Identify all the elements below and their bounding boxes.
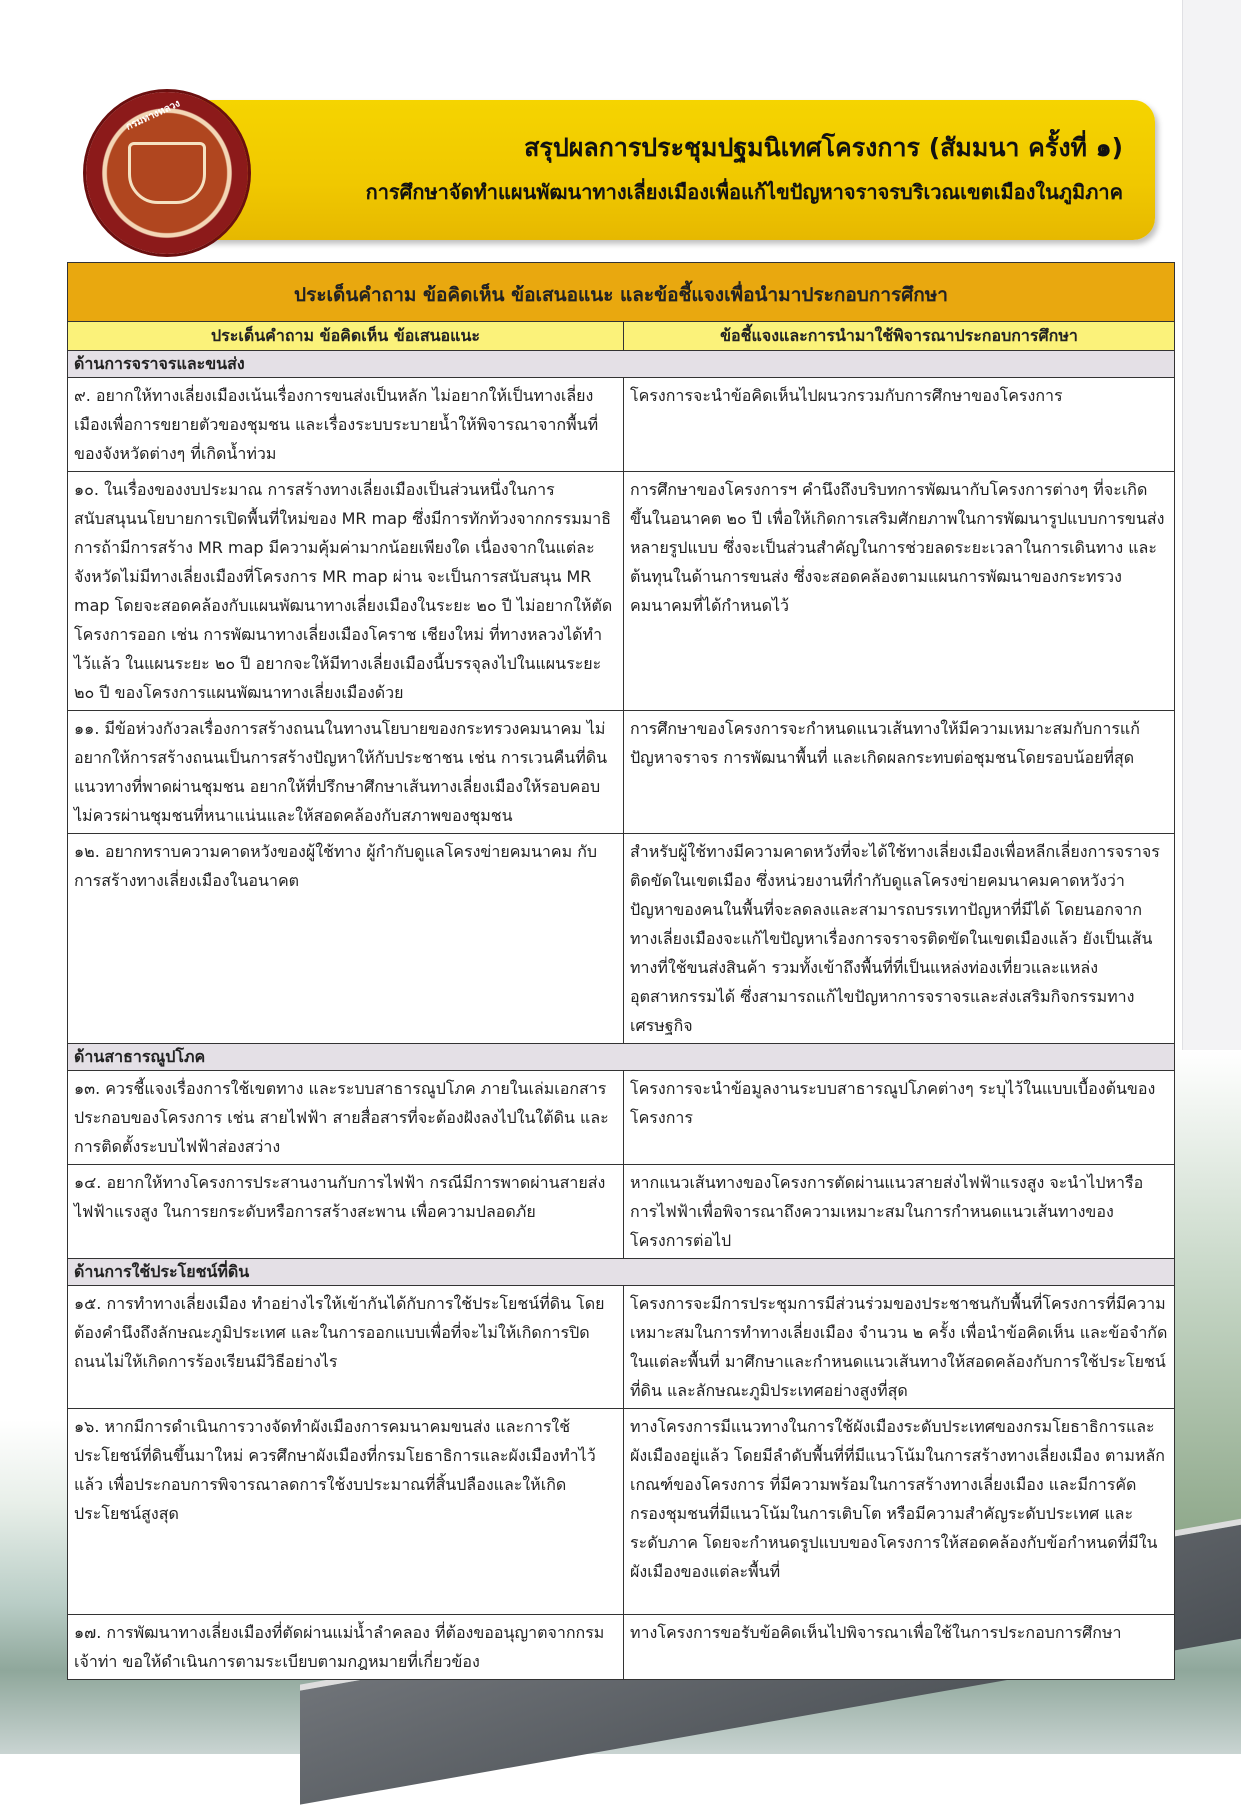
response-cell: โครงการจะนำข้อคิดเห็นไปผนวกรวมกับการศึกษาของโครงการ xyxy=(624,378,1175,472)
comments-table xyxy=(67,262,1175,1680)
comment-cell: ๑๗. การพัฒนาทางเลี่ยงเมืองที่ตัดผ่านแม่น้ำลำคลอง ที่ต้องขออนุญาตจากกรมเจ้าท่า ขอให้ดำเนินการตามระเบียบตามกฎหมายที่เกี่ยวข้อง xyxy=(68,1615,624,1680)
table-row xyxy=(68,711,1175,834)
table-row xyxy=(68,472,1175,711)
comment-cell: ๙. อยากให้ทางเลี่ยงเมืองเน้นเรื่องการขนส่งเป็นหลัก ไม่อยากให้เป็นทางเลี่ยงเมืองเพื่อการขยายตัวของชุมชน และเรื่องระบบระบายน้ำให้พิจารณาจากพื้นที่ของจังหวัดต่างๆ ที่เกิดน้ำท่วม xyxy=(68,378,624,472)
table-row xyxy=(68,378,1175,472)
table-row xyxy=(68,1409,1175,1615)
table-heading: ประเด็นคำถาม ข้อคิดเห็น ข้อเสนอแนะ และข้อชี้แจงเพื่อนำมาประกอบการศึกษา xyxy=(68,263,1175,322)
logo-text: กรมทางหลวง xyxy=(124,98,182,133)
comment-cell: ๑๔. อยากให้ทางโครงการประสานงานกับการไฟฟ้า กรณีมีการพาดผ่านสายส่งไฟฟ้าแรงสูง ในการยกระดับหรือการสร้างสะพาน เพื่อความปลอดภัย xyxy=(68,1165,624,1259)
header-banner xyxy=(190,100,1155,240)
table-row xyxy=(68,834,1175,1044)
comment-cell: ๑๐. ในเรื่องของงบประมาณ การสร้างทางเลี่ยงเมืองเป็นส่วนหนึ่งในการสนับสนุนนโยบายการเปิดพื้นที่ใหม่ของ MR map ซึ่งมีการทักท้วงจากกรรมมาธิการถ้ามีการสร้าง MR map มีความคุ้มค่ามากน้อยเพียงใด เนื่องจากในแต่ละจังหวัดไม่มีทางเลี่ยงเมืองที่โครงการ MR map ผ่าน จะเป็นการสนับสนุน MR map โดยจะสอดคล้องกับแผนพัฒนาทางเลี่ยงเมืองในระยะ ๒๐ ปี ไม่อยากให้ตัดโครงการออก เช่น การพัฒนาทางเลี่ยงเมืองโคราช เชียงใหม่ ที่ทางหลวงได้ทำไว้แล้ว ในแผนระยะ ๒๐ ปี อยากจะให้มีทางเลี่ยงเมืองนี้บรรจุลงไปในแผนระยะ ๒๐ ปี ของโครงการแผนพัฒนาทางเลี่ยงเมืองด้วย xyxy=(68,472,624,711)
column-header-responses: ข้อชี้แจงและการนำมาใช้พิจารณาประกอบการศึกษา xyxy=(624,322,1175,351)
comment-cell: ๑๕. การทำทางเลี่ยงเมือง ทำอย่างไรให้เข้ากันได้กับการใช้ประโยชน์ที่ดิน โดยต้องคำนึงถึงลักษณะภูมิประเทศ และในการออกแบบเพื่อที่จะไม่ให้เกิดการปิดถนนไม่ให้เกิดการร้องเรียนมีวิธีอย่างไร xyxy=(68,1286,624,1409)
section-land-use: ด้านการใช้ประโยชน์ที่ดิน xyxy=(68,1259,1175,1286)
comment-cell: ๑๒. อยากทราบความคาดหวังของผู้ใช้ทาง ผู้กำกับดูแลโครงข่ายคมนาคม กับการสร้างทางเลี่ยงเมืองในอนาคต xyxy=(68,834,624,1044)
comment-cell: ๑๑. มีข้อห่วงกังวลเรื่องการสร้างถนนในทางนโยบายของกระทรวงคมนาคม ไม่อยากให้การสร้างถนนเป็นการสร้างปัญหาให้กับประชาชน เช่น การเวนคืนที่ดินแนวทางที่พาดผ่านชุมชน อยากให้ที่ปรึกษาศึกษาเส้นทางเลี่ยงเมืองให้รอบคอบ ไม่ควรผ่านชุมชนที่หนาแน่นและให้สอดคล้องกับสภาพของชุมชน xyxy=(68,711,624,834)
table-row xyxy=(68,1165,1175,1259)
response-cell: สำหรับผู้ใช้ทางมีความคาดหวังที่จะได้ใช้ทางเลี่ยงเมืองเพื่อหลีกเลี่ยงการจราจรติดขัดในเขตเมือง ซึ่งหน่วยงานที่กำกับดูแลโครงข่ายคมนาคมคาดหวังว่าปัญหาของคนในพื้นที่จะลดลงและสามารถบรรเทาปัญหาที่มีได้ โดยนอกจากทางเลี่ยงเมืองจะแก้ไขปัญหาเรื่องการจราจรติดขัดในเขตเมืองแล้ว ยังเป็นเส้นทางที่ใช้ขนส่งสินค้า รวมทั้งเข้าถึงพื้นที่ที่เป็นแหล่งท่องเที่ยวและแหล่งอุตสาหกรรมได้ ซึ่งสามารถแก้ไขปัญหาการจราจรและส่งเสริมกิจกรรมทางเศรษฐกิจ xyxy=(624,834,1175,1044)
response-cell: การศึกษาของโครงการจะกำหนดแนวเส้นทางให้มีความเหมาะสมกับการแก้ปัญหาจราจร การพัฒนาพื้นที่ และเกิดผลกระทบต่อชุมชนโดยรอบน้อยที่สุด xyxy=(624,711,1175,834)
section-utilities: ด้านสาธารณูปโภค xyxy=(68,1044,1175,1071)
response-cell: โครงการจะมีการประชุมการมีส่วนร่วมของประชาชนกับพื้นที่โครงการที่มีความเหมาะสมในการทำทางเลี่ยงเมือง จำนวน ๒ ครั้ง เพื่อนำข้อคิดเห็น และข้อจำกัดในแต่ละพื้นที่ มาศึกษาและกำหนดแนวเส้นทางให้สอดคล้องกับการใช้ประโยชน์ที่ดิน และลักษณะภูมิประเทศอย่างสูงที่สุด xyxy=(624,1286,1175,1409)
response-cell: การศึกษาของโครงการฯ คำนึงถึงบริบทการพัฒนากับโครงการต่างๆ ที่จะเกิดขึ้นในอนาคต ๒๐ ปี เพื่อให้เกิดการเสริมศักยภาพในการพัฒนารูปแบบการขนส่งหลายรูปแบบ ซึ่งจะเป็นส่วนสำคัญในการช่วยลดระยะเวลาในการเดินทาง และต้นทุนในด้านการขนส่ง ซึ่งจะสอดคล้องตามแผนการพัฒนาของกระทรวงคมนาคมที่ได้กำหนดไว้ xyxy=(624,472,1175,711)
response-cell: ทางโครงการขอรับข้อคิดเห็นไปพิจารณาเพื่อใช้ในการประกอบการศึกษา xyxy=(624,1615,1175,1680)
document-title: สรุปผลการประชุมปฐมนิเทศโครงการ (สัมมนา ครั้งที่ ๑) xyxy=(524,133,1123,162)
response-cell: ทางโครงการมีแนวทางในการใช้ผังเมืองระดับประเทศของกรมโยธาธิการและผังเมืองอยู่แล้ว โดยมีลำดับพื้นที่ที่มีแนวโน้มในการสร้างทางเลี่ยงเมือง ตามหลักเกณฑ์ของโครงการ ที่มีความพร้อมในการสร้างทางเลี่ยงเมือง และมีการคัดกรองชุมชนที่มีแนวโน้มในการเติบโต หรือมีความสำคัญระดับประเทศ และระดับภาค โดยจะกำหนดรูปแบบของโครงการให้สอดคล้องกับข้อกำหนดที่มีในผังเมืองของแต่ละพื้นที่ xyxy=(624,1409,1175,1615)
table-row xyxy=(68,1286,1175,1409)
section-traffic: ด้านการจราจรและขนส่ง xyxy=(68,351,1175,378)
comment-cell: ๑๓. ควรชี้แจงเรื่องการใช้เขตทาง และระบบสาธารณูปโภค ภายในเล่มเอกสารประกอบของโครงการ เช่น สายไฟฟ้า สายสื่อสารที่จะต้องฝังลงไปในใต้ดิน และการติดตั้งระบบไฟฟ้าส่องสว่าง xyxy=(68,1071,624,1165)
document-subtitle: การศึกษาจัดทำแผนพัฒนาทางเลี่ยงเมืองเพื่อแก้ไขปัญหาจราจรบริเวณเขตเมืองในภูมิภาค xyxy=(365,180,1123,204)
table-row xyxy=(68,1615,1175,1680)
comment-cell: ๑๖. หากมีการดำเนินการวางจัดทำผังเมืองการคมนาคมขนส่ง และการใช้ประโยชน์ที่ดินขึ้นมาใหม่ ควรศึกษาผังเมืองที่กรมโยธาธิการและผังเมืองทำไว้แล้ว เพื่อประกอบการพิจารณาลดการใช้งบประมาณที่สิ้นปลืองและให้เกิดประโยชน์สูงสุด xyxy=(68,1409,624,1615)
response-cell: หากแนวเส้นทางของโครงการตัดผ่านแนวสายส่งไฟฟ้าแรงสูง จะนำไปหารือการไฟฟ้าเพื่อพิจารณาถึงความเหมาะสมในการกำหนดแนวเส้นทางของโครงการต่อไป xyxy=(624,1165,1175,1259)
table-row xyxy=(68,1071,1175,1165)
column-header-comments: ประเด็นคำถาม ข้อคิดเห็น ข้อเสนอแนะ xyxy=(68,322,624,351)
department-of-highways-logo xyxy=(86,92,248,254)
logo-emblem-icon xyxy=(128,142,206,204)
response-cell: โครงการจะนำข้อมูลงานระบบสาธารณูปโภคต่างๆ ระบุไว้ในแบบเบื้องต้นของโครงการ xyxy=(624,1071,1175,1165)
